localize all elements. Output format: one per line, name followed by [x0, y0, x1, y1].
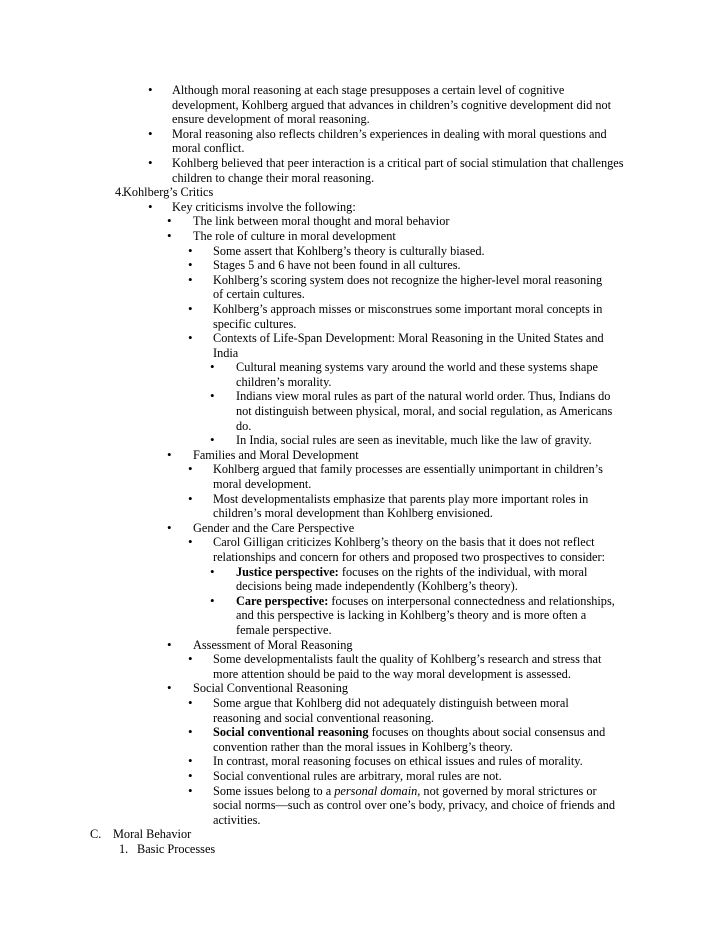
bullet-marker: • [188, 534, 193, 550]
text-line: Justice perspective: focuses on the rights of the individual, with moral [236, 564, 588, 579]
text-line: Care perspective: focuses on interpersonal connectedness and relationships, [236, 593, 615, 608]
outline-item [167, 519, 643, 536]
text-line: children’s morality. [236, 374, 332, 389]
text-line: convention rather than the moral issues in Kohlberg’s theory. [213, 739, 513, 754]
bullet-marker: • [188, 767, 193, 783]
outline-item [188, 753, 643, 769]
outline-text [213, 784, 643, 828]
outline-item [148, 198, 642, 215]
text-line: Assessment of Moral Reasoning [193, 637, 353, 652]
text-line: Some issues belong to a personal domain, not governed by moral strictures or [213, 783, 597, 798]
text-line: not distinguish between physical, moral, and social regulation, as Americans [236, 404, 613, 419]
outline-text [236, 360, 646, 389]
bullet-marker: • [167, 227, 172, 243]
bold-term: Social conventional reasoning [213, 725, 369, 740]
italic-term: personal domain [334, 783, 418, 798]
text-line: activities. [213, 812, 261, 827]
outline-text [172, 156, 642, 185]
outline-text [193, 681, 643, 696]
outline-item [148, 154, 642, 185]
text-line: decisions being made independently (Kohlberg’s theory). [236, 579, 518, 594]
text-line: Key criticisms involve the following: [172, 199, 356, 214]
bullet-marker: • [210, 432, 215, 448]
outline-text [137, 842, 637, 857]
bullet-marker: • [210, 388, 215, 404]
text-line: of certain cultures. [213, 287, 305, 302]
text-line: India [213, 345, 239, 360]
text-line: Basic Processes [137, 841, 216, 856]
outline-list [0, 83, 728, 856]
text-line: Carol Gilligan criticizes Kohlberg’s theory on the basis that it does not reflect [213, 535, 595, 550]
outline-item [188, 651, 643, 681]
outline-text [213, 244, 643, 259]
bullet-marker: • [188, 300, 193, 316]
bullet-marker: • [148, 82, 153, 97]
text-line: Social Conventional Reasoning [193, 681, 349, 696]
outline-text [236, 389, 646, 433]
outline-text [213, 535, 643, 564]
outline-text [213, 462, 643, 491]
outline-item [188, 767, 643, 784]
outline-text [123, 185, 623, 200]
outline-item [188, 534, 643, 564]
text-line: moral conflict. [172, 141, 245, 156]
text-line: children’s moral development than Kohlberg envisioned. [213, 506, 493, 521]
text-line: The role of culture in moral development [193, 228, 396, 243]
text-line: development, Kohlberg argued that advances in children’s cognitive development did not [172, 97, 612, 112]
outline-item [188, 242, 643, 259]
text-line: Kohlberg argued that family processes are essentially unimportant in children’s [213, 462, 603, 477]
bullet-marker: • [210, 359, 215, 375]
bullet-marker: • [148, 125, 153, 141]
outline-text [213, 302, 643, 331]
outline-item [148, 82, 642, 127]
outline-item [210, 388, 646, 433]
outline-text [193, 214, 643, 229]
outline-item [167, 213, 643, 229]
text-line: specific cultures. [213, 316, 297, 331]
text-line: Cultural meaning systems vary around the world and these systems shape [236, 360, 599, 375]
bold-term: Care perspective: [236, 593, 329, 608]
outline-item [148, 125, 642, 156]
bullet-marker: • [188, 330, 193, 346]
text-line: Social conventional reasoning focuses on thoughts about social consensus and [213, 725, 606, 740]
outline-text [172, 83, 642, 127]
text-line: Kohlberg believed that peer interaction is a critical part of social stimulation that challenges [172, 155, 624, 170]
outline-number: 4. [115, 185, 125, 200]
outline-text [193, 448, 643, 463]
outline-text [172, 200, 642, 215]
text-line: Some developmentalists fault the quality of Kohlberg’s research and stress that [213, 652, 602, 667]
text-line: and this perspective is lacking in Kohlberg’s theory and is more often a [236, 608, 587, 623]
text-line: Gender and the Care Perspective [193, 520, 355, 535]
text-line: The link between moral thought and moral behavior [193, 214, 450, 229]
outline-item [188, 330, 643, 360]
outline-text [213, 725, 643, 754]
outline-item [188, 490, 643, 521]
outline-text [113, 827, 613, 842]
bullet-marker: • [188, 694, 193, 710]
bullet-marker: • [188, 753, 193, 769]
bullet-marker: • [188, 257, 193, 273]
bullet-marker: • [188, 782, 193, 798]
outline-number: 1. [119, 841, 129, 856]
text-line: Most developmentalists emphasize that parents play more important roles in [213, 491, 589, 506]
outline-item [188, 782, 643, 828]
outline-item [115, 185, 623, 200]
outline-text [213, 331, 643, 360]
bullet-marker: • [167, 446, 172, 462]
text-line: moral development. [213, 477, 312, 492]
text-line: children to change their moral reasoning. [172, 170, 375, 185]
outline-item [188, 694, 643, 725]
bullet-marker: • [148, 154, 153, 170]
text-line: Kohlberg’s approach misses or misconstrues some important moral concepts in [213, 301, 603, 316]
text-line: In India, social rules are seen as inevitable, much like the law of gravity. [236, 433, 592, 448]
outline-text [213, 273, 643, 302]
outline-item [210, 563, 646, 594]
text-line: relationships and concern for others and proposed two prospectives to consider: [213, 550, 606, 564]
text-line: do. [236, 418, 252, 433]
bullet-marker: • [167, 213, 172, 229]
bullet-marker: • [188, 724, 193, 740]
outline-text [213, 754, 643, 769]
text-line: Some assert that Kohlberg’s theory is culturally biased. [213, 243, 485, 258]
bullet-marker: • [210, 563, 215, 579]
outline-text [236, 594, 646, 638]
text-line: In contrast, moral reasoning focuses on ethical issues and rules of morality. [213, 754, 583, 769]
outline-text [193, 638, 643, 653]
outline-item [90, 827, 613, 842]
text-line: Social conventional rules are arbitrary, moral rules are not. [213, 768, 502, 783]
text-line: Moral reasoning also reflects children’s experiences in dealing with moral questions and [172, 126, 607, 141]
outline-text [193, 229, 643, 244]
bullet-marker: • [188, 242, 193, 258]
outline-text [236, 565, 646, 594]
outline-item [210, 359, 646, 389]
outline-text [172, 127, 642, 156]
text-line: Indians view moral rules as part of the natural world order. Thus, Indians do [236, 389, 611, 404]
outline-number: C. [90, 827, 102, 842]
outline-text [236, 433, 646, 448]
bullet-marker: • [188, 461, 193, 477]
outline-item [167, 636, 643, 653]
outline-text [213, 769, 643, 784]
text-line: Moral Behavior [113, 827, 192, 842]
outline-text [213, 492, 643, 521]
text-line: Stages 5 and 6 have not been found in all cultures. [213, 258, 461, 273]
bullet-marker: • [148, 198, 153, 214]
outline-item [167, 680, 643, 696]
text-line: social norms—such as control over one’s body, privacy, and choice of friends and [213, 798, 616, 813]
text-line: Kohlberg’s Critics [123, 185, 214, 200]
outline-item [188, 300, 643, 331]
text-line: Kohlberg’s scoring system does not recognize the higher-level moral reasoning [213, 272, 603, 287]
text-line: Families and Moral Development [193, 447, 359, 462]
bullet-marker: • [188, 490, 193, 506]
text-line: more attention should be paid to the way moral development is assessed. [213, 666, 571, 681]
outline-item [188, 271, 643, 302]
outline-item [210, 592, 646, 638]
outline-item [188, 461, 643, 492]
bullet-marker: • [210, 592, 215, 608]
text-line: Although moral reasoning at each stage presupposes a certain level of cognitive [172, 83, 565, 97]
outline-item [188, 257, 643, 273]
text-line: reasoning and social conventional reasoning. [213, 710, 434, 725]
text-line: ensure development of moral reasoning. [172, 112, 370, 127]
outline-text [193, 521, 643, 536]
outline-item [210, 432, 646, 448]
bullet-marker: • [167, 680, 172, 696]
outline-item [119, 841, 637, 857]
outline-item [167, 227, 643, 244]
outline-item [167, 446, 643, 463]
outline-text [213, 652, 643, 681]
bullet-marker: • [188, 651, 193, 667]
text-line: Some argue that Kohlberg did not adequately distinguish between moral [213, 695, 569, 710]
outline-item [188, 724, 643, 754]
text-line: female perspective. [236, 622, 332, 637]
text-line: Contexts of Life-Span Development: Moral Reasoning in the United States and [213, 331, 604, 346]
bold-term: Justice perspective: [236, 564, 339, 579]
bullet-marker: • [167, 636, 172, 652]
outline-text [213, 696, 643, 725]
outline-text [213, 258, 643, 273]
bullet-marker: • [167, 519, 172, 535]
bullet-marker: • [188, 271, 193, 287]
